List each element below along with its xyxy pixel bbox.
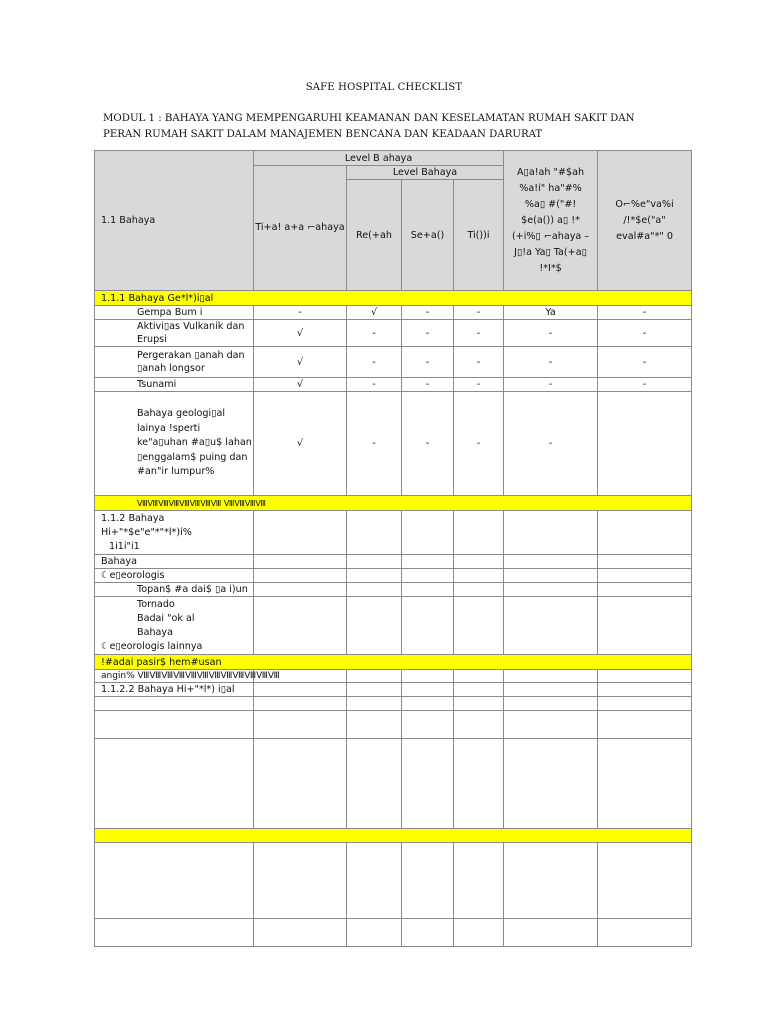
cell-mid: - <box>402 320 454 347</box>
row-label: Gempa Bum i <box>95 306 254 320</box>
row-label: Pergerakan ▯anah dan ▯anah longsor <box>95 347 254 378</box>
row-label-tornado: Tornado <box>137 599 175 610</box>
cell-map: Ya <box>504 306 598 320</box>
header-hazard-level-group: Level B ahaya <box>254 151 504 166</box>
row-label-badai: Badai "ok al <box>137 613 195 624</box>
cell-obs: - <box>598 378 692 392</box>
section-hydrometeorological <box>95 511 254 555</box>
cell-high: - <box>454 378 504 392</box>
header-low: Re(+ah <box>347 180 402 291</box>
header-hazard-level-sub: Level Bahaya <box>347 166 504 180</box>
header-medium: Se+a() <box>402 180 454 291</box>
label-meteorologis: ☾e▯eorologis <box>95 569 254 583</box>
row-label: Aktivi▯as Vulkanik dan Erupsi <box>95 320 254 347</box>
header-no-hazard <box>254 166 347 291</box>
cell-map: - <box>504 320 598 347</box>
cell-map: - <box>504 378 598 392</box>
cell-low: - <box>347 347 402 378</box>
row-label-bahaya: Bahaya <box>137 627 173 638</box>
row-label-meteorologis-lainnya: ☾e▯eorologis lainnya <box>101 641 203 652</box>
table-row <box>95 392 692 496</box>
cell-obs: - <box>598 347 692 378</box>
section-hydrological: 1.1.2.2 Bahaya Hi+"*l*) i▯al <box>95 683 254 697</box>
cell-obs: - <box>598 306 692 320</box>
table-row <box>95 306 692 320</box>
row-label: Tsunami <box>95 378 254 392</box>
section-hydrometeorological-title: 1.1.2 Bahaya Hi+"*$e"e"*"*l*)i% <box>101 513 192 538</box>
cell-none: - <box>254 306 347 320</box>
row-angin: angin% ⅧⅧⅧⅧⅧⅧⅧⅧⅧⅧⅧⅧ <box>95 670 254 683</box>
checklist-table <box>94 150 692 947</box>
label-bahaya: Bahaya <box>95 555 254 569</box>
cell-high: - <box>454 392 504 496</box>
module-heading-line-2: PERAN RUMAH SAKIT DALAM MANAJEMEN BENCANA DAN KEADAAN DARURAT <box>103 129 543 140</box>
row-label: Topan$ #a dai$ ▯a i)un <box>95 583 254 597</box>
section-divider: ⅧⅧⅧⅧⅧⅧⅧⅧ ⅧⅧⅧⅧ <box>95 496 692 511</box>
table-row <box>95 378 692 392</box>
header-hazard: 1.1 Bahaya <box>95 151 254 291</box>
cell-mid: - <box>402 392 454 496</box>
cell-high: - <box>454 347 504 378</box>
header-hazard-map: A▯a!ah "#$ah %a!i" ha"#% %a▯ #("#! $e(a()) a▯ !*(+i%▯ ⌐ahaya – J▯!a Ya▯ Ta(+a▯ !*I*$ <box>504 151 598 291</box>
cell-low: - <box>347 320 402 347</box>
cell-mid: - <box>402 378 454 392</box>
cell-high: - <box>454 320 504 347</box>
cell-low: - <box>347 392 402 496</box>
cell-none: √ <box>254 392 347 496</box>
cell-high: - <box>454 306 504 320</box>
table-row <box>95 347 692 378</box>
cell-none: √ <box>254 347 347 378</box>
cell-mid: - <box>402 306 454 320</box>
row-pasir: !#adai pasir$ hem#usan <box>95 655 692 670</box>
header-high: Ti())i <box>454 180 504 291</box>
header-no-hazard-label: Ti+a! a+a ⌐ahaya <box>255 222 345 233</box>
cell-low: √ <box>347 306 402 320</box>
cell-mid: - <box>402 347 454 378</box>
cell-low: - <box>347 378 402 392</box>
module-heading <box>103 111 663 143</box>
document-title: SAFE HOSPITAL CHECKLIST <box>305 82 463 93</box>
cell-none: √ <box>254 320 347 347</box>
section-geological: 1.1.1 Bahaya Ge*l*)i▯al <box>95 291 692 306</box>
cell-obs <box>598 392 692 496</box>
section-divider-empty <box>95 829 692 843</box>
table-row <box>95 320 692 347</box>
cell-none: √ <box>254 378 347 392</box>
cell-map: - <box>504 347 598 378</box>
header-observations: O⌐%e"va%i /!*$e("a" eval#a"*" 0 <box>598 151 692 291</box>
section-hydrometeorological-sub: 1i1i"i1 <box>109 541 140 552</box>
cell-obs: - <box>598 320 692 347</box>
cell-map: - <box>504 392 598 496</box>
hydro-group <box>95 597 254 655</box>
module-heading-line-1: MODUL 1 : BAHAYA YANG MEMPENGARUHI KEAMANAN DAN KESELAMATAN RUMAH SAKIT DAN <box>103 113 635 124</box>
row-label: Bahaya geologi▯al lainya !sperti ke"a▯uhan #a▯u$ lahan ▯enggalam$ puing dan #an"ir lumpur% <box>95 392 254 496</box>
